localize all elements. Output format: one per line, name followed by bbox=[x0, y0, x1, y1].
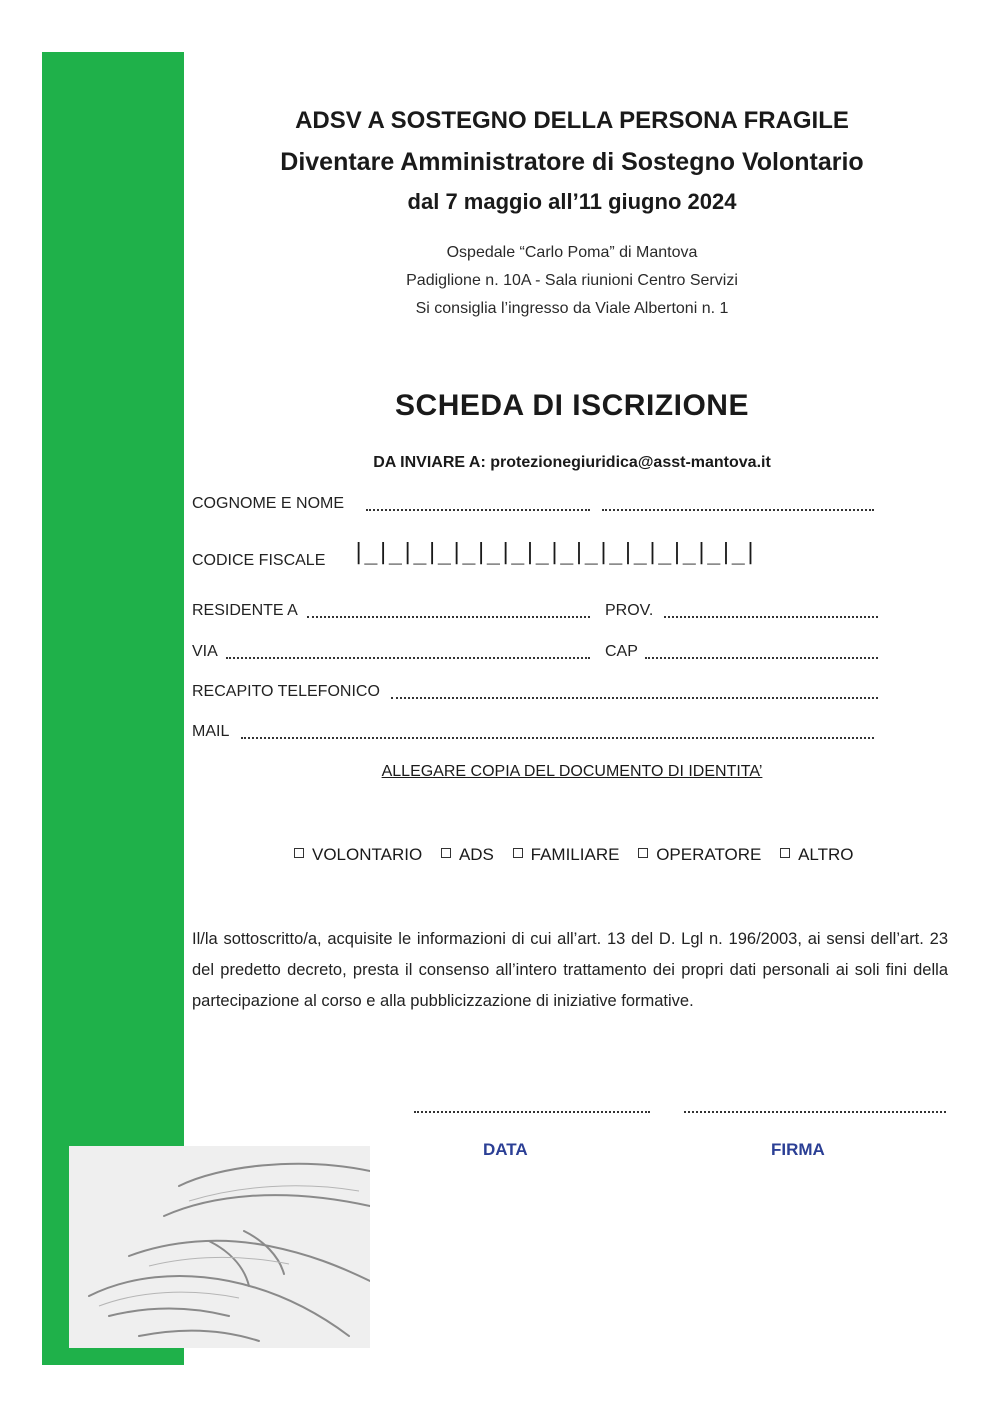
form-title: SCHEDA DI ISCRIZIONE bbox=[395, 389, 749, 422]
option-volontario[interactable] bbox=[294, 845, 422, 865]
phone-field[interactable] bbox=[391, 697, 878, 699]
checkbox[interactable] bbox=[780, 848, 790, 858]
send-to-address: DA INVIARE A: protezionegiuridica@asst-mantova.it bbox=[373, 454, 771, 471]
header-title: ADSV A SOSTEGNO DELLA PERSONA FRAGILE bbox=[295, 107, 849, 134]
name-label: COGNOME E NOME bbox=[192, 495, 345, 512]
street-field[interactable] bbox=[226, 657, 590, 659]
consent-text: Il/la sottoscritto/a, acquisite le informazioni di cui all’art. 13 del D. Lgl n. 196/2003, ai sensi dell’art. 23 del predetto decreto, presta il consenso all’intero trattamento dei propri dati personali ai soli fini della partecipazione al corso e alla pubblicizzazione di iniziative formative. bbox=[192, 930, 948, 1010]
hands-illustration bbox=[69, 1146, 370, 1348]
option-label: OPERATORE bbox=[656, 845, 762, 864]
option-label: ALTRO bbox=[798, 845, 854, 864]
province-label: PROV. bbox=[605, 602, 654, 619]
attach-document-note: ALLEGARE COPIA DEL DOCUMENTO DI IDENTITA’ bbox=[381, 763, 763, 780]
mail-label: MAIL bbox=[192, 723, 230, 740]
tax-code-boxes[interactable]: |_|_|_|_|_|_|_|_|_|_|_|_|_|_|_|_| bbox=[352, 540, 757, 565]
checkbox[interactable] bbox=[294, 848, 304, 858]
date-label: DATA bbox=[483, 1140, 528, 1159]
resident-label: RESIDENTE A bbox=[192, 602, 298, 619]
mail-field[interactable] bbox=[241, 737, 874, 739]
checkbox[interactable] bbox=[638, 848, 648, 858]
checkbox[interactable] bbox=[441, 848, 451, 858]
option-altro[interactable] bbox=[780, 845, 853, 865]
date-field[interactable] bbox=[414, 1111, 650, 1113]
header-dates: dal 7 maggio all’11 giugno 2024 bbox=[407, 189, 737, 214]
tax-code-label: CODICE FISCALE bbox=[192, 552, 326, 569]
resident-field[interactable] bbox=[307, 616, 590, 618]
name-field-2[interactable] bbox=[602, 509, 874, 511]
province-field[interactable] bbox=[664, 616, 878, 618]
header-subtitle: Diventare Amministratore di Sostegno Volontario bbox=[280, 148, 864, 176]
signature-field[interactable] bbox=[684, 1111, 946, 1113]
zip-field[interactable] bbox=[645, 657, 878, 659]
option-label: ADS bbox=[458, 845, 494, 864]
option-label: FAMILIARE bbox=[530, 845, 620, 864]
zip-label: CAP bbox=[605, 643, 638, 660]
location-line-3: Si consiglia l’ingresso da Viale Albertoni n. 1 bbox=[415, 300, 729, 317]
option-operatore[interactable] bbox=[638, 845, 761, 865]
location-line-1: Ospedale “Carlo Poma” di Mantova bbox=[446, 244, 698, 261]
signature-label: FIRMA bbox=[771, 1140, 825, 1159]
option-ads[interactable] bbox=[441, 845, 494, 865]
option-familiare[interactable] bbox=[513, 845, 620, 865]
phone-label: RECAPITO TELEFONICO bbox=[192, 683, 380, 700]
name-field-1[interactable] bbox=[366, 509, 590, 511]
street-label: VIA bbox=[192, 643, 218, 660]
checkbox[interactable] bbox=[513, 848, 523, 858]
role-options bbox=[294, 845, 868, 865]
option-label: VOLONTARIO bbox=[312, 845, 423, 864]
location-line-2: Padiglione n. 10A - Sala riunioni Centro Servizi bbox=[406, 272, 738, 289]
